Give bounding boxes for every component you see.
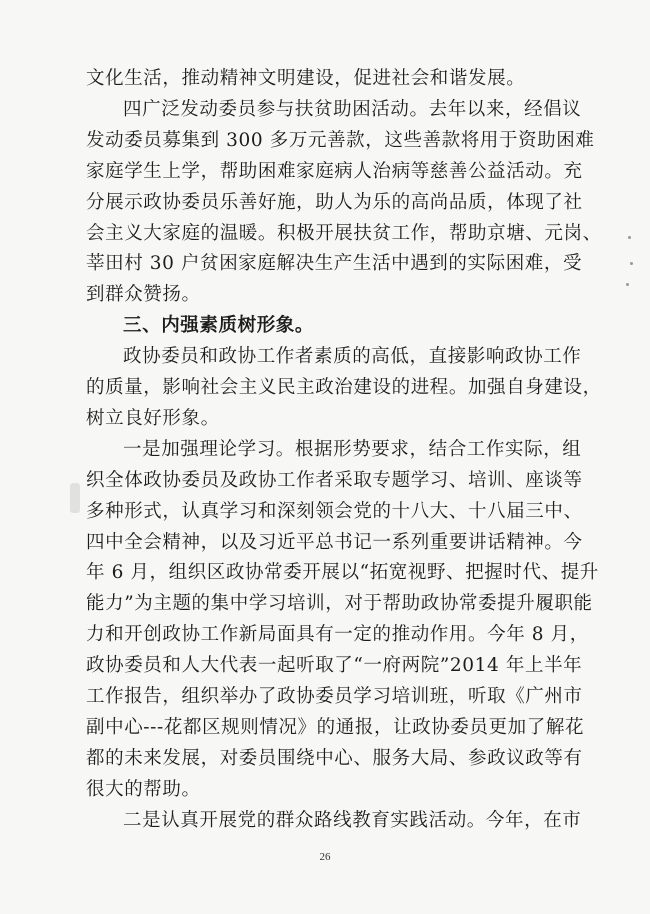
text-line: 年 6 月，组织区政协常委开展以“拓宽视野、把握时代、提升: [86, 562, 599, 584]
text-line: 莘田村 30 户贫困家庭解决生产生活中遇到的实际困难，受: [86, 253, 583, 275]
text-line: 家庭学生上学，帮助困难家庭病人治病等慈善公益活动。充: [86, 160, 583, 182]
text-line: 政协委员和政协工作者素质的高低，直接影响政协工作: [123, 346, 582, 368]
section-heading: 三、内强素质树形象。: [123, 315, 315, 337]
text-line: 分展示政协委员乐善好施，助人为乐的高尚品质，体现了社: [86, 191, 583, 213]
text-line: 多种形式，认真学习和深刻领会党的十八大、十八届三中、: [86, 500, 583, 522]
text-line: 能力”为主题的集中学习培训，对于帮助政协常委提升履职能: [86, 593, 593, 615]
text-line: 树立良好形象。: [86, 407, 220, 429]
text-line: 政协委员和人大代表一起听取了“一府两院”2014 年上半年: [86, 655, 583, 677]
text-line: 二是认真开展党的群众路线教育实践活动。今年，在市: [123, 809, 582, 831]
scan-speck: [628, 236, 631, 239]
page-number: 26: [319, 851, 331, 863]
scan-speck: [630, 262, 633, 265]
text-line: 会主义大家庭的温暖。积极开展扶贫工作，帮助京塘、元岗、: [86, 222, 602, 244]
text-line: 发动委员募集到 300 多万元善款，这些善款将用于资助困难: [86, 129, 595, 151]
text-line: 的质量，影响社会主义民主政治建设的进程。加强自身建设，: [86, 377, 602, 398]
text-line: 都的未来发展，对委员围绕中心、服务大局、参政议政等有: [86, 747, 583, 769]
scan-smudge: [70, 483, 80, 513]
text-line: 织全体政协委员及政协工作者采取专题学习、培训、座谈等: [86, 469, 583, 491]
text-line: 四广泛发动委员参与扶贫助困活动。去年以来，经倡议: [123, 98, 582, 120]
text-line: 一是加强理论学习。根据形势要求，结合工作实际，组: [123, 438, 582, 460]
scan-speck: [626, 283, 629, 286]
text-line: 工作报告，组织举办了政协委员学习培训班，听取《广州市: [86, 686, 583, 707]
text-line: 很大的帮助。: [86, 778, 201, 800]
text-line: 副中心---花都区规则情况》的通报，让政协委员更加了解花: [86, 716, 585, 738]
text-line: 力和开创政协工作新局面具有一定的推动作用。今年 8 月，: [86, 624, 589, 646]
text-line: 四中全会精神，以及习近平总书记一系列重要讲话精神。今: [86, 531, 583, 553]
text-line: 文化生活，推动精神文明建设，促进社会和谐发展。: [86, 68, 526, 89]
text-line: 到群众赞扬。: [86, 284, 201, 306]
